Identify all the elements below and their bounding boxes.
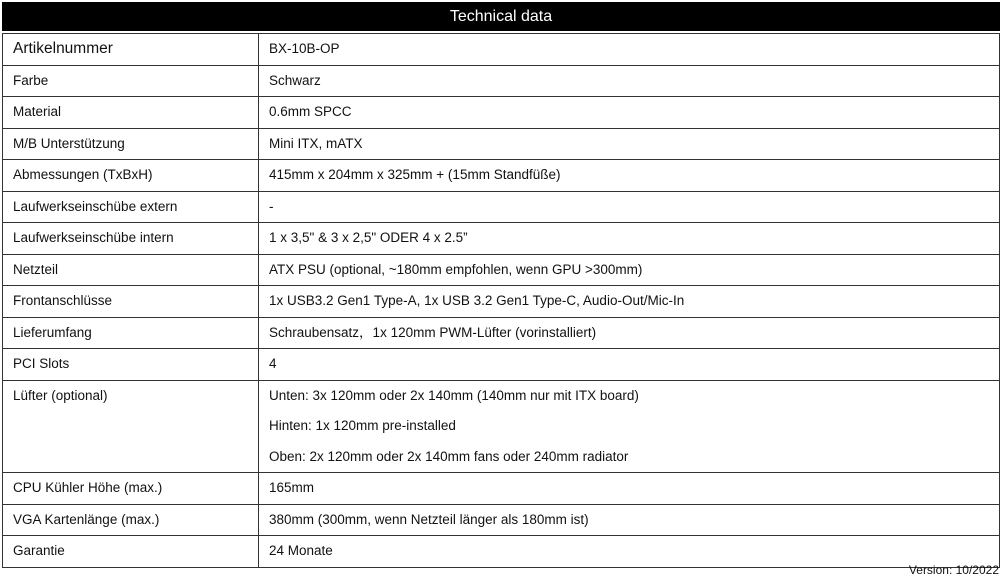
table-row — [3, 286, 1000, 318]
row-label-text: Garantie — [13, 543, 65, 558]
row-value-line: Mini ITX, mATX — [269, 135, 363, 151]
row-label-text: Laufwerkseinschübe intern — [13, 230, 174, 245]
table-row — [3, 380, 1000, 473]
row-value-line: 165mm — [269, 480, 315, 495]
row-label-text: Frontanschlüsse — [13, 293, 113, 308]
row-label — [3, 254, 259, 286]
table-row — [3, 97, 1000, 129]
row-value — [259, 349, 1000, 381]
table-row — [3, 317, 1000, 349]
row-label — [3, 536, 259, 568]
table-row — [3, 223, 1000, 255]
row-value — [259, 504, 1000, 536]
table-title: Technical data — [2, 2, 1000, 31]
row-label — [3, 97, 259, 129]
table-row — [3, 34, 1000, 66]
row-value-line: 380mm (300mm, wenn Netzteil länger als 180mm ist) — [269, 511, 589, 527]
table-row — [3, 473, 1000, 505]
row-label — [3, 223, 259, 255]
row-label-text: Lüfter (optional) — [13, 387, 108, 403]
row-value-line: Schwarz — [269, 72, 321, 88]
row-label-text: Laufwerkseinschübe extern — [13, 198, 178, 214]
row-label — [3, 160, 259, 192]
row-value — [259, 160, 1000, 192]
row-label — [3, 286, 259, 318]
row-value-line: 24 Monate — [269, 543, 333, 558]
row-value — [259, 191, 1000, 223]
table-row — [3, 536, 1000, 568]
row-value-line: ATX PSU (optional, ~180mm empfohlen, wenn GPU >300mm) — [269, 261, 643, 277]
table-row — [3, 349, 1000, 381]
row-label — [3, 317, 259, 349]
table-row — [3, 191, 1000, 223]
row-value-line: 4 — [269, 356, 277, 371]
row-value — [259, 65, 1000, 97]
row-value-line: 1x USB3.2 Gen1 Type-A, 1x USB 3.2 Gen1 Type-C, Audio-Out/Mic-In — [269, 293, 685, 308]
row-label — [3, 504, 259, 536]
row-value — [259, 128, 1000, 160]
row-value — [259, 286, 1000, 318]
version-label: Version: 10/2022 — [908, 563, 999, 577]
row-label-text: VGA Kartenlänge (max.) — [13, 511, 160, 527]
row-label-text: PCI Slots — [13, 356, 70, 371]
row-label — [3, 191, 259, 223]
row-value-line: Unten: 3x 120mm oder 2x 140mm (140mm nur mit ITX board) — [269, 387, 639, 403]
row-label-text: Netzteil — [13, 261, 59, 277]
row-value — [259, 223, 1000, 255]
row-label — [3, 128, 259, 160]
row-label-text: M/B Unterstützung — [13, 135, 125, 151]
row-value-line: Schraubensatz，1x 120mm PWM-Lüfter (vorinstalliert) — [269, 324, 597, 340]
row-value-line: 0.6mm SPCC — [269, 104, 352, 119]
row-label-text: Lieferumfang — [13, 324, 92, 340]
row-value-line: - — [269, 198, 274, 214]
row-value-line: Hinten: 1x 120mm pre-installed — [269, 418, 456, 433]
row-value — [259, 317, 1000, 349]
table-row — [3, 65, 1000, 97]
row-label-text: Artikelnummer — [13, 40, 113, 57]
row-label-text: CPU Kühler Höhe (max.) — [13, 480, 163, 495]
technical-data-table — [2, 33, 1000, 568]
row-value — [259, 473, 1000, 505]
row-label-text: Abmessungen (TxBxH) — [13, 167, 153, 182]
row-label — [3, 34, 259, 66]
row-value-line: 1 x 3,5" & 3 x 2,5" ODER 4 x 2.5” — [269, 230, 468, 245]
table-row — [3, 128, 1000, 160]
row-label-text: Material — [13, 104, 62, 119]
row-value — [259, 536, 1000, 568]
row-value-line: BX-10B-OP — [269, 41, 340, 56]
row-value-line: Oben: 2x 120mm oder 2x 140mm fans oder 240mm radiator — [269, 448, 629, 464]
row-value-line: 415mm x 204mm x 325mm + (15mm Standfüße) — [269, 167, 561, 182]
table-row — [3, 160, 1000, 192]
row-value — [259, 380, 1000, 473]
row-value — [259, 254, 1000, 286]
row-label — [3, 473, 259, 505]
table-row — [3, 254, 1000, 286]
row-label — [3, 65, 259, 97]
row-label — [3, 380, 259, 473]
row-label — [3, 349, 259, 381]
row-label-text: Farbe — [13, 72, 49, 88]
table-row — [3, 504, 1000, 536]
row-value — [259, 34, 1000, 66]
row-value — [259, 97, 1000, 129]
